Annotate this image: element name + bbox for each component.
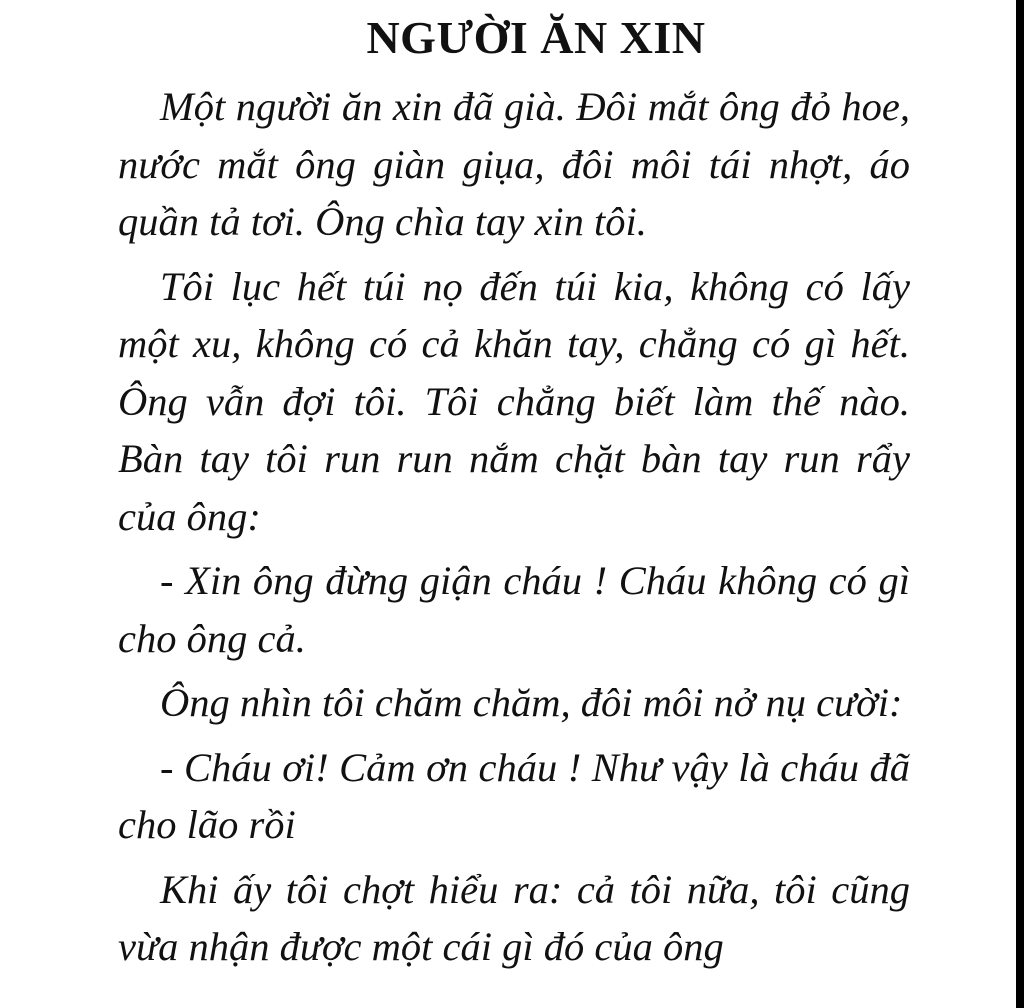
paragraph-apology: - Xin ông đừng giận cháu ! Cháu không có gì cho ông cả. xyxy=(118,558,910,661)
paragraph-thanks: - Cháu ơi! Cảm ơn cháu ! Như vậy là cháu đã cho lão rồi xyxy=(118,744,910,847)
story-body xyxy=(118,78,910,976)
story-title: NGƯỜI ĂN XIN xyxy=(366,12,706,63)
paragraph-old-man-smiles: Ông nhìn tôi chăm chăm, đôi môi nở nụ cười: xyxy=(160,680,903,725)
paragraph-realization: Khi ấy tôi chợt hiểu ra: cả tôi nữa, tôi cũng vừa nhận được một cái gì đó của ông xyxy=(118,866,910,969)
paragraph-searching-pockets: Tôi lục hết túi nọ đến túi kia, không có lấy một xu, không có cả khăn tay, chẳng có gì hết. Ông vẫn đợi tôi. Tôi chẳng biết làm thế nào. Bàn tay tôi run run nắm chặt bàn tay run rẩy của ông: xyxy=(118,263,910,539)
paragraph-beggar-description: Một người ăn xin đã già. Đôi mắt ông đỏ hoe, nước mắt ông giàn giụa, đôi môi tái nhợt, áo quần tả tơi. Ông chìa tay xin tôi. xyxy=(118,84,910,244)
